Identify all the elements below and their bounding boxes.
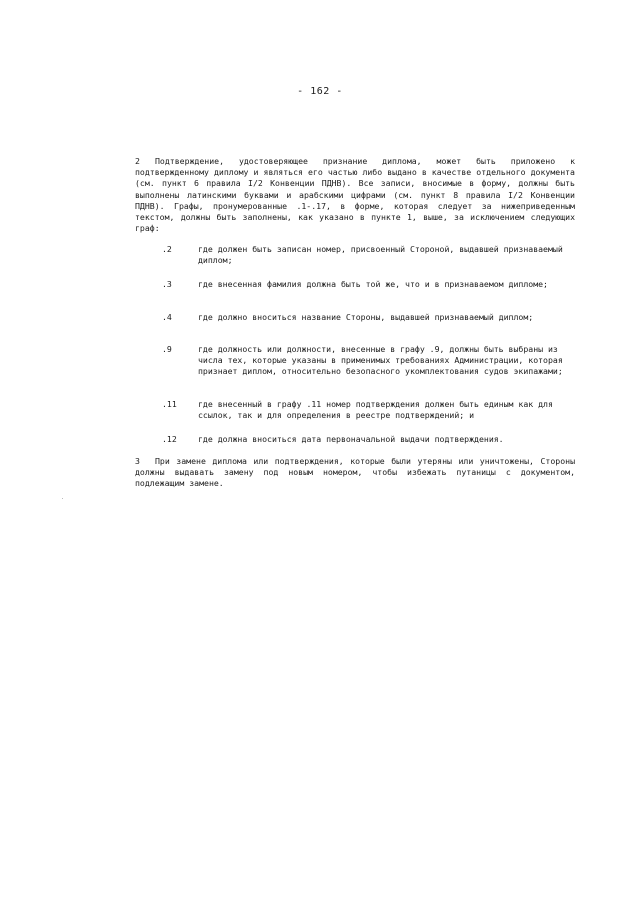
item-text: где внесенная фамилия должна быть той же, что и в признаваемом дипломе; (198, 279, 548, 289)
paragraph-3 (135, 456, 575, 490)
list-item (162, 312, 572, 323)
item-number: .11 (162, 399, 177, 409)
item-number: .3 (162, 279, 172, 289)
paragraph-text: Подтверждение, удостоверяющее признание диплома, может быть приложено к подтвержденному диплому и являться его частью либо выдано в качестве отдельного документа (см. пункт 6 правила I/2 Конвенции ПДНВ). Все записи, вносимые в форму, должны быть выполнены латинскими буквами и арабскими цифрами (см. пункт 8 правила I/2 Конвенции ПДНВ). Графы, пронумерованные .1-.17, в форме, которая следует за нижеприведенным текстом, должны быть заполнены, как указано в пункте 1, выше, за исключением следующих граф: (135, 156, 575, 234)
list-item (162, 344, 572, 378)
item-number: .4 (162, 312, 172, 322)
list-item (162, 279, 572, 290)
paragraph-number: 3 (135, 456, 140, 466)
item-text: где должность или должности, внесенные в графу .9, должны быть выбраны из числа тех, которые указаны в применимых требованиях Администрации, которая признает диплом, относительно безопасного укомплектования судов экипажами; (198, 344, 563, 377)
item-number: .2 (162, 244, 172, 254)
paragraph-number: 2 (135, 156, 140, 166)
item-text: где должна вноситься дата первоначальной выдачи подтверждения. (198, 434, 504, 444)
paragraph-2 (135, 156, 575, 234)
list-item (162, 244, 572, 266)
item-text: где должно вноситься название Стороны, выдавшей признаваемый диплом; (198, 312, 534, 322)
list-item (162, 399, 572, 421)
page-number: - 162 - (297, 86, 343, 97)
scan-mark (62, 498, 63, 499)
item-number: .12 (162, 434, 177, 444)
item-text: где внесенный в графу .11 номер подтверждения должен быть единым как для ссылок, так и для определения в реестре подтверждений; и (198, 399, 553, 421)
list-item (162, 434, 572, 445)
item-number: .9 (162, 344, 172, 354)
item-text: где должен быть записан номер, присвоенный Стороной, выдавшей признаваемый диплом; (198, 244, 563, 266)
paragraph-text: При замене диплома или подтверждения, которые были утеряны или уничтожены, Стороны должны выдавать замену под новым номером, чтобы избежать путаницы с документом, подлежащим замене. (135, 456, 575, 489)
